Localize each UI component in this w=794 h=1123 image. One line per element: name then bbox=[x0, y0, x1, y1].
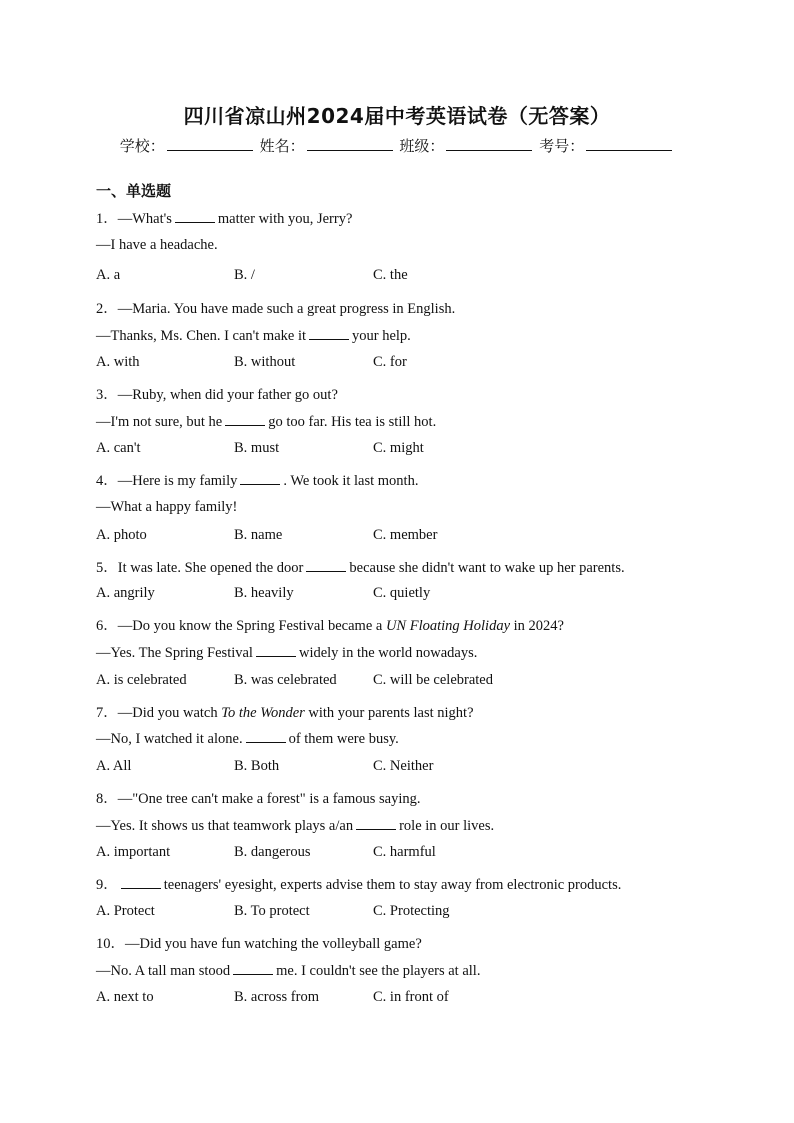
answer-blank[interactable] bbox=[233, 962, 273, 975]
page-title: 四川省凉山州2024届中考英语试卷（无答案） bbox=[183, 104, 611, 128]
question-10-reply bbox=[96, 962, 480, 980]
question-number: 6． bbox=[96, 618, 118, 634]
option-c[interactable]: C. Neither bbox=[373, 758, 434, 774]
question-text: —Thanks, Ms. Chen. I can't make it bbox=[96, 328, 307, 344]
question-number: 7． bbox=[96, 705, 118, 721]
question-text: —Did you watch bbox=[117, 705, 218, 721]
option-a[interactable]: A. is celebrated bbox=[96, 672, 187, 688]
question-4 bbox=[96, 469, 418, 490]
option-b[interactable]: B. name bbox=[234, 527, 283, 543]
question-text: —Yes. The Spring Festival bbox=[96, 645, 253, 661]
question-number: 1． bbox=[96, 211, 118, 227]
question-8 bbox=[96, 787, 421, 808]
option-c[interactable]: C. the bbox=[373, 267, 408, 283]
student-info bbox=[0, 135, 794, 156]
option-a[interactable]: A. important bbox=[96, 844, 171, 860]
option-c[interactable]: C. Protecting bbox=[373, 903, 450, 919]
question-7-reply bbox=[96, 730, 399, 748]
question-1 bbox=[96, 207, 352, 228]
name-blank[interactable] bbox=[307, 136, 393, 151]
answer-blank[interactable] bbox=[225, 413, 265, 426]
question-text: your help. bbox=[352, 328, 411, 344]
question-2 bbox=[96, 297, 455, 318]
question-text: teenagers' eyesight, experts advise them to stay away from electronic products. bbox=[163, 877, 622, 893]
option-c[interactable]: C. member bbox=[373, 527, 438, 543]
question-4-reply: —What a happy family! bbox=[96, 499, 238, 515]
question-10 bbox=[96, 932, 422, 953]
question-number: 9． bbox=[96, 877, 118, 893]
question-text: —Yes. It shows us that teamwork plays a/an bbox=[96, 818, 354, 834]
question-number: 8． bbox=[96, 791, 118, 807]
question-text: —Do you know the Spring Festival became a bbox=[117, 618, 383, 634]
question-text: widely in the world nowadays. bbox=[298, 645, 478, 661]
question-7 bbox=[96, 701, 474, 722]
option-b[interactable]: B. / bbox=[234, 267, 255, 283]
option-c[interactable]: C. harmful bbox=[373, 844, 436, 860]
question-6 bbox=[96, 614, 564, 635]
option-b[interactable]: B. without bbox=[234, 354, 296, 370]
question-number: 5． bbox=[96, 560, 118, 576]
option-c[interactable]: C. for bbox=[373, 354, 407, 370]
question-number: 10． bbox=[96, 936, 125, 952]
option-a[interactable]: A. photo bbox=[96, 527, 147, 543]
question-text: —Ruby, when did your father go out? bbox=[117, 387, 338, 403]
question-number: 4． bbox=[96, 473, 118, 489]
class-blank[interactable] bbox=[446, 136, 532, 151]
question-text: me. I couldn't see the players at all. bbox=[276, 963, 481, 979]
option-a[interactable]: A. next to bbox=[96, 989, 154, 1005]
question-text: —"One tree can't make a forest" is a famous saying. bbox=[117, 791, 421, 807]
question-text: —No, I watched it alone. bbox=[96, 731, 243, 747]
answer-blank[interactable] bbox=[240, 472, 280, 485]
question-text: of them were busy. bbox=[288, 731, 399, 747]
question-text: —Did you have fun watching the volleyball game? bbox=[125, 936, 422, 952]
option-c[interactable]: C. will be celebrated bbox=[373, 672, 493, 688]
question-text: matter with you, Jerry? bbox=[217, 211, 353, 227]
question-text: role in our lives. bbox=[399, 818, 495, 834]
question-text: —Maria. You have made such a great progress in English. bbox=[117, 301, 456, 317]
question-text: in 2024? bbox=[513, 618, 564, 634]
option-c[interactable]: C. quietly bbox=[373, 585, 431, 601]
option-a[interactable]: A. All bbox=[96, 758, 132, 774]
school-label: 学校： bbox=[119, 137, 165, 155]
answer-blank[interactable] bbox=[121, 876, 161, 889]
option-a[interactable]: A. Protect bbox=[96, 903, 155, 919]
question-1-reply: —I have a headache. bbox=[96, 237, 218, 253]
option-a[interactable]: A. angrily bbox=[96, 585, 155, 601]
option-a[interactable]: A. a bbox=[96, 267, 121, 283]
question-text: because she didn't want to wake up her parents. bbox=[349, 560, 625, 576]
number-blank[interactable] bbox=[586, 136, 672, 151]
answer-blank[interactable] bbox=[175, 210, 215, 223]
class-label: 班级： bbox=[399, 137, 445, 155]
answer-blank[interactable] bbox=[256, 644, 296, 657]
name-label: 姓名： bbox=[259, 137, 305, 155]
section-heading: 一、单选题 bbox=[96, 182, 172, 200]
answer-blank[interactable] bbox=[246, 730, 286, 743]
school-blank[interactable] bbox=[167, 136, 253, 151]
answer-blank[interactable] bbox=[309, 327, 349, 340]
option-a[interactable]: A. with bbox=[96, 354, 140, 370]
question-number: 3． bbox=[96, 387, 118, 403]
question-text: go too far. His tea is still hot. bbox=[268, 414, 437, 430]
question-6-reply bbox=[96, 644, 477, 662]
italic-title: UN Floating Holiday bbox=[385, 618, 511, 634]
question-8-reply bbox=[96, 817, 494, 835]
number-label: 考号： bbox=[539, 137, 585, 155]
answer-blank[interactable] bbox=[356, 817, 396, 830]
option-b[interactable]: B. Both bbox=[234, 758, 280, 774]
question-2-reply bbox=[96, 327, 411, 345]
question-text: . We took it last month. bbox=[283, 473, 419, 489]
option-b[interactable]: B. was celebrated bbox=[234, 672, 337, 688]
option-b[interactable]: B. must bbox=[234, 440, 280, 456]
question-3-reply bbox=[96, 413, 436, 431]
option-b[interactable]: B. To protect bbox=[234, 903, 310, 919]
question-text: It was late. She opened the door bbox=[117, 560, 304, 576]
option-a[interactable]: A. can't bbox=[96, 440, 141, 456]
option-c[interactable]: C. in front of bbox=[373, 989, 449, 1005]
question-3 bbox=[96, 383, 338, 404]
question-text: —No. A tall man stood bbox=[96, 963, 231, 979]
option-c[interactable]: C. might bbox=[373, 440, 424, 456]
option-b[interactable]: B. heavily bbox=[234, 585, 294, 601]
question-text: —Here is my family bbox=[117, 473, 238, 489]
question-number: 2． bbox=[96, 301, 118, 317]
question-text: —What's bbox=[117, 211, 172, 227]
question-text: —I'm not sure, but he bbox=[96, 414, 223, 430]
option-b[interactable]: B. across from bbox=[234, 989, 319, 1005]
question-9 bbox=[96, 873, 621, 894]
option-b[interactable]: B. dangerous bbox=[234, 844, 311, 860]
question-text: with your parents last night? bbox=[308, 705, 474, 721]
question-5 bbox=[96, 556, 625, 577]
answer-blank[interactable] bbox=[306, 559, 346, 572]
italic-title: To the Wonder bbox=[221, 705, 305, 721]
